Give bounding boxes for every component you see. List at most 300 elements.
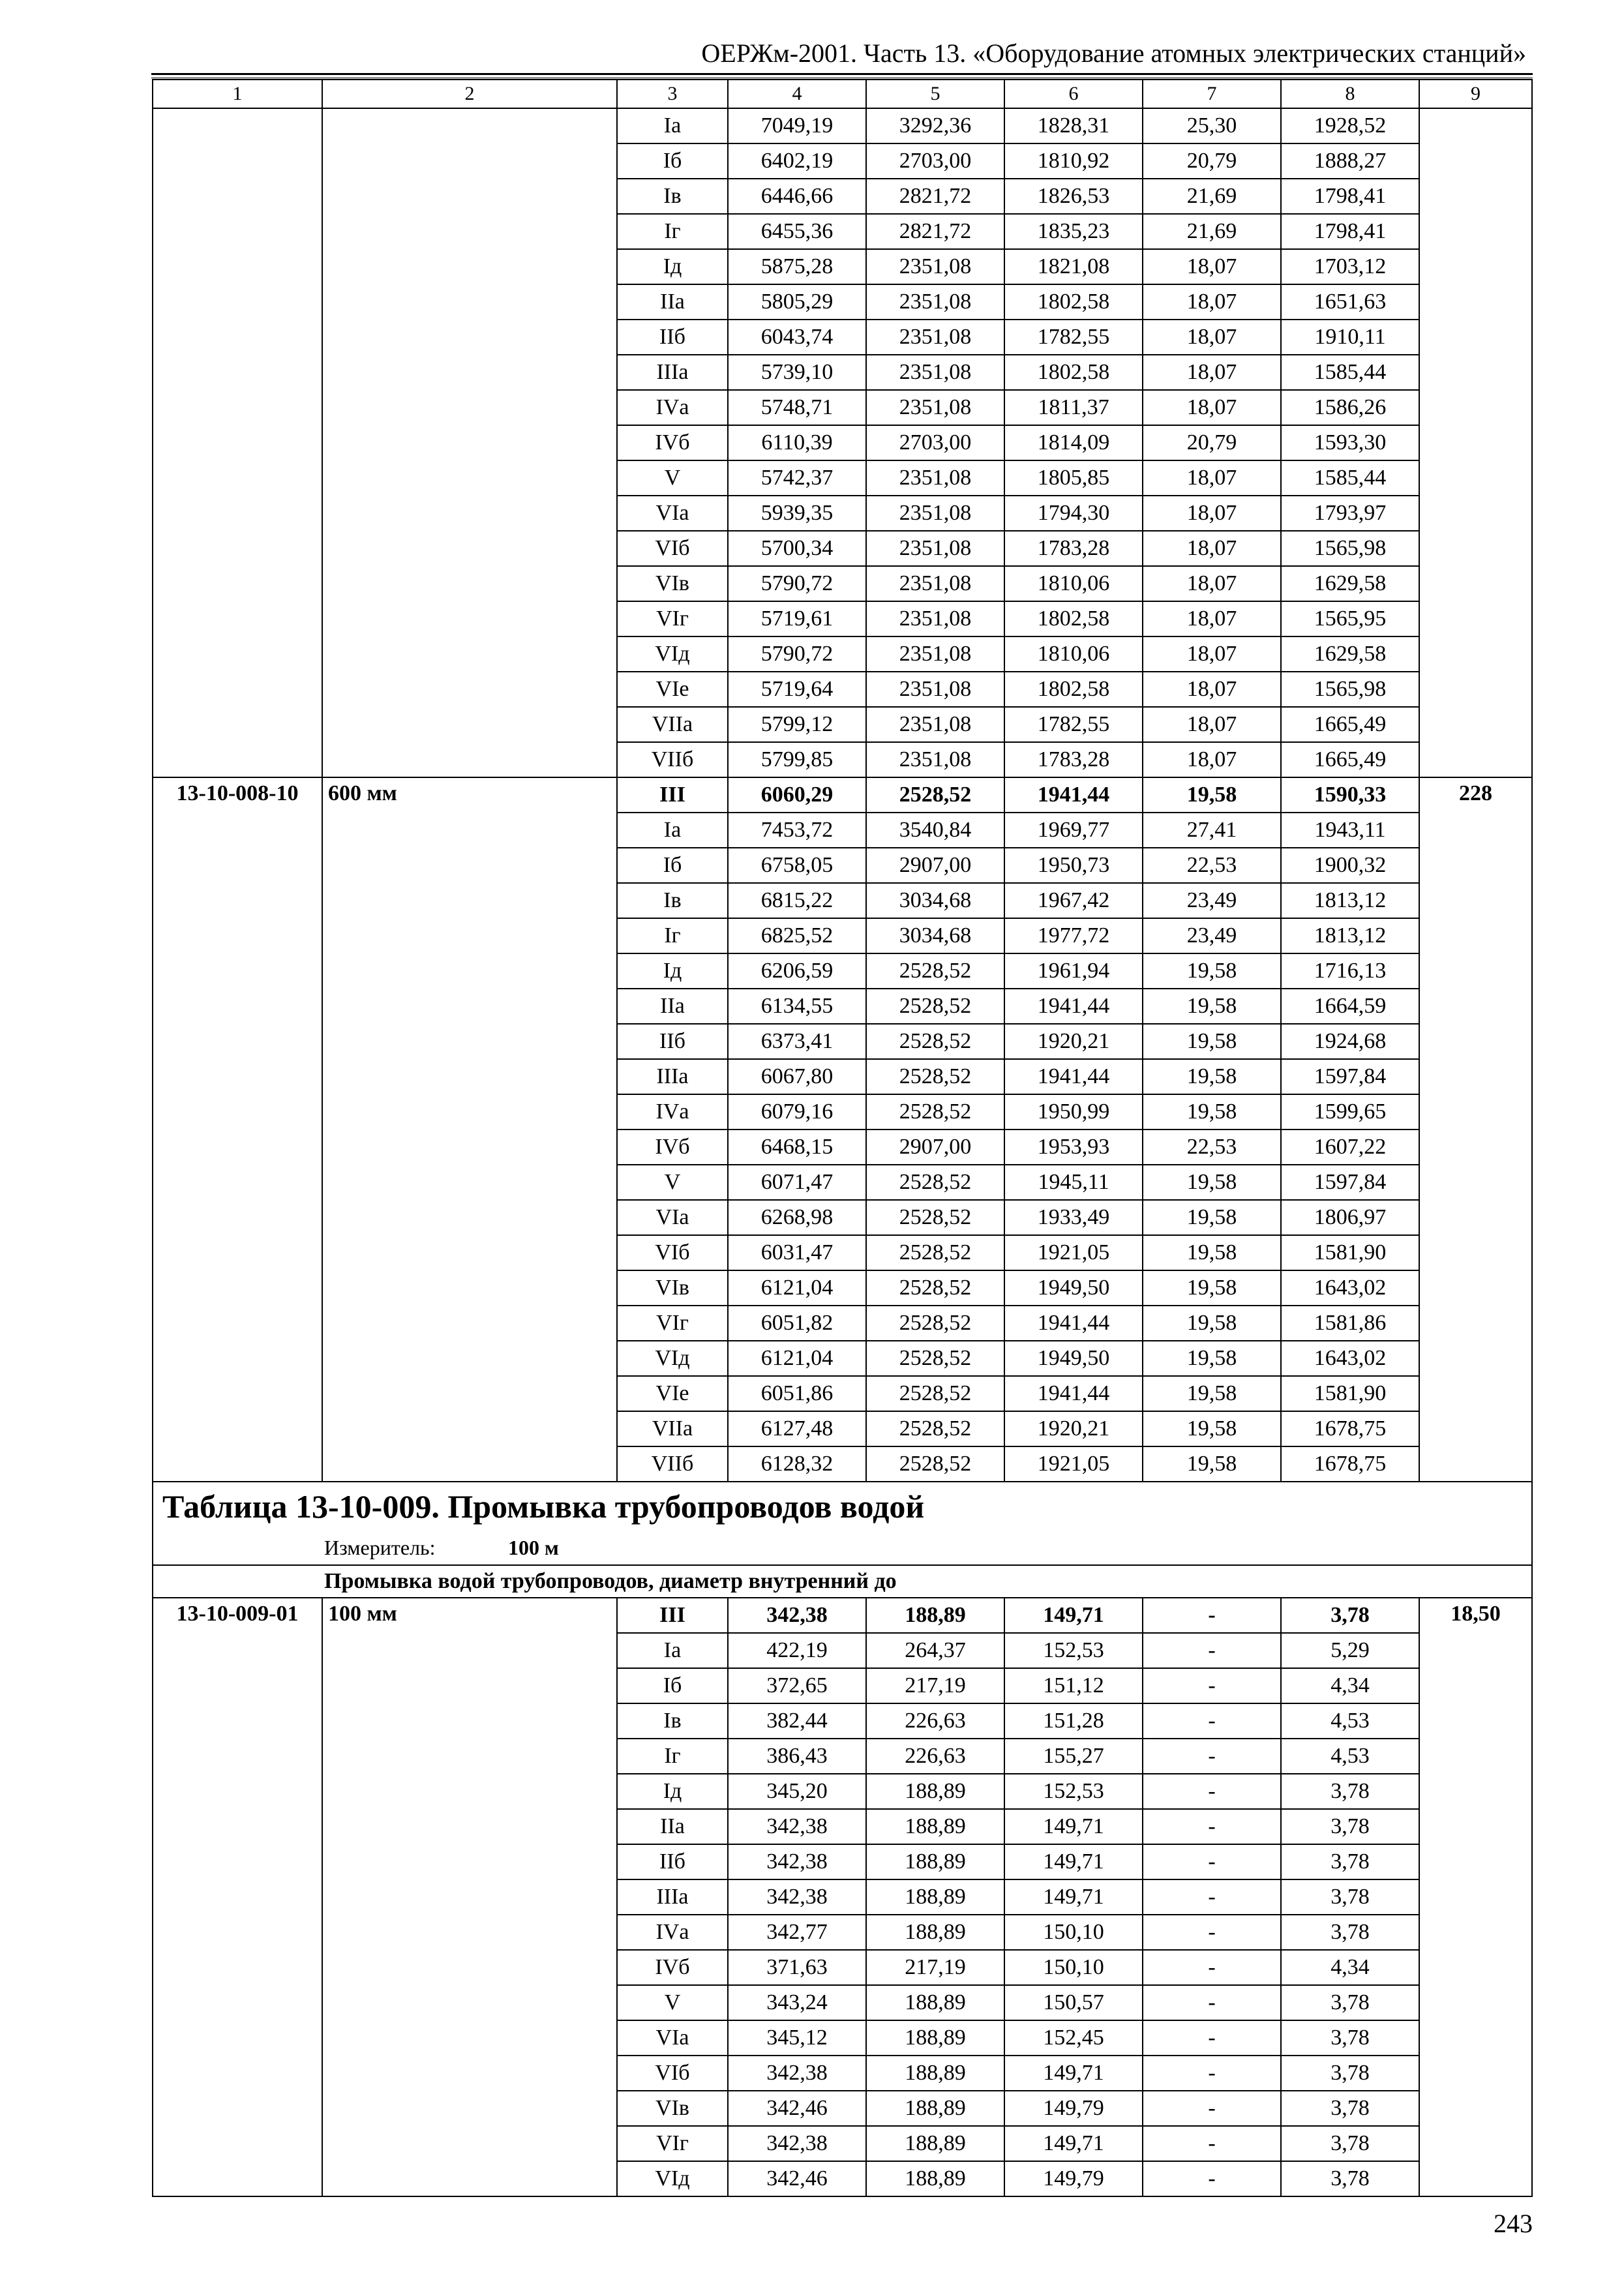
total-cost-cell: 5799,12 xyxy=(728,707,866,742)
machinist-wage-cell: 18,07 xyxy=(1143,355,1281,390)
machinist-wage-cell: 18,07 xyxy=(1143,566,1281,601)
materials-cell: 1678,75 xyxy=(1281,1446,1419,1482)
total-cost-cell: 5719,64 xyxy=(728,672,866,707)
machinist-wage-cell: 18,07 xyxy=(1143,707,1281,742)
materials-cell: 1716,13 xyxy=(1281,953,1419,989)
machines-cell: 1811,37 xyxy=(1004,390,1143,425)
total-cost-cell: 342,77 xyxy=(728,1915,866,1950)
machines-cell: 1802,58 xyxy=(1004,284,1143,320)
machinist-wage-cell: 19,58 xyxy=(1143,1411,1281,1446)
materials-cell: 3,78 xyxy=(1281,2056,1419,2091)
machinist-wage-cell: - xyxy=(1143,1598,1281,1633)
total-cost-cell: 6468,15 xyxy=(728,1130,866,1165)
materials-cell: 3,78 xyxy=(1281,2161,1419,2196)
machines-cell: 1941,44 xyxy=(1004,1376,1143,1411)
machinist-wage-cell: 19,58 xyxy=(1143,1059,1281,1094)
rate-code-cell: 13-10-008-10 xyxy=(153,777,322,1482)
materials-cell: 1664,59 xyxy=(1281,989,1419,1024)
zone-cell: Iв xyxy=(617,1703,728,1739)
total-cost-cell: 342,38 xyxy=(728,1809,866,1844)
machines-cell: 152,53 xyxy=(1004,1774,1143,1809)
total-cost-cell: 5742,37 xyxy=(728,460,866,496)
total-cost-cell: 6128,32 xyxy=(728,1446,866,1482)
rates-table-body xyxy=(153,80,1532,2196)
wage-cell: 3292,36 xyxy=(866,108,1004,143)
machines-cell: 1950,99 xyxy=(1004,1094,1143,1130)
total-cost-cell: 6134,55 xyxy=(728,989,866,1024)
wage-cell: 2351,08 xyxy=(866,320,1004,355)
total-cost-cell: 6051,86 xyxy=(728,1376,866,1411)
wage-cell: 2528,52 xyxy=(866,777,1004,813)
wage-cell: 2821,72 xyxy=(866,214,1004,249)
machinist-wage-cell: 19,58 xyxy=(1143,989,1281,1024)
machines-cell: 149,71 xyxy=(1004,1809,1143,1844)
meter-value: 100 м xyxy=(508,1536,559,1559)
machines-cell: 1933,49 xyxy=(1004,1200,1143,1235)
wage-cell: 2703,00 xyxy=(866,425,1004,460)
materials-cell: 1585,44 xyxy=(1281,460,1419,496)
wage-cell: 2351,08 xyxy=(866,531,1004,566)
materials-cell: 1581,90 xyxy=(1281,1235,1419,1270)
machines-cell: 1783,28 xyxy=(1004,531,1143,566)
machinist-wage-cell: 18,07 xyxy=(1143,742,1281,777)
materials-cell: 3,78 xyxy=(1281,1915,1419,1950)
materials-cell: 4,53 xyxy=(1281,1703,1419,1739)
machinist-wage-cell: - xyxy=(1143,1809,1281,1844)
machines-cell: 1920,21 xyxy=(1004,1411,1143,1446)
zone-cell: Iг xyxy=(617,1739,728,1774)
total-cost-cell: 6402,19 xyxy=(728,143,866,179)
total-cost-cell: 343,24 xyxy=(728,1985,866,2020)
materials-cell: 1607,22 xyxy=(1281,1130,1419,1165)
zone-cell: V xyxy=(617,1985,728,2020)
machines-cell: 1941,44 xyxy=(1004,777,1143,813)
machinist-wage-cell: 19,58 xyxy=(1143,777,1281,813)
zone-cell: Iб xyxy=(617,143,728,179)
materials-cell: 1813,12 xyxy=(1281,918,1419,953)
zone-cell: VIе xyxy=(617,1376,728,1411)
wage-cell: 2351,08 xyxy=(866,601,1004,636)
meter-row xyxy=(153,1531,1532,1565)
rate-name-cell: 100 мм xyxy=(322,1598,617,2196)
total-cost-cell: 6373,41 xyxy=(728,1024,866,1059)
total-cost-cell: 345,12 xyxy=(728,2020,866,2056)
zone-cell: IIб xyxy=(617,1844,728,1879)
wage-cell: 188,89 xyxy=(866,1774,1004,1809)
table-row xyxy=(153,1598,1532,1633)
machines-cell: 150,57 xyxy=(1004,1985,1143,2020)
total-cost-cell: 6110,39 xyxy=(728,425,866,460)
materials-cell: 1665,49 xyxy=(1281,742,1419,777)
zone-cell: Iа xyxy=(617,813,728,848)
wage-cell: 2528,52 xyxy=(866,1411,1004,1446)
wage-cell: 2528,52 xyxy=(866,1306,1004,1341)
materials-cell: 4,53 xyxy=(1281,1739,1419,1774)
machinist-wage-cell: 18,07 xyxy=(1143,531,1281,566)
zone-cell: IVб xyxy=(617,1950,728,1985)
total-cost-cell: 6121,04 xyxy=(728,1341,866,1376)
machines-cell: 1826,53 xyxy=(1004,179,1143,214)
wage-cell: 2351,08 xyxy=(866,496,1004,531)
materials-cell: 1565,98 xyxy=(1281,672,1419,707)
labor-cost-cell xyxy=(1419,108,1532,777)
machinist-wage-cell: 18,07 xyxy=(1143,249,1281,284)
section-heading-row xyxy=(153,1565,1532,1598)
total-cost-cell: 5739,10 xyxy=(728,355,866,390)
total-cost-cell: 371,63 xyxy=(728,1950,866,1985)
materials-cell: 3,78 xyxy=(1281,1809,1419,1844)
materials-cell: 1565,98 xyxy=(1281,531,1419,566)
materials-cell: 1798,41 xyxy=(1281,214,1419,249)
machines-cell: 1945,11 xyxy=(1004,1165,1143,1200)
section-heading: Промывка водой трубопроводов, диаметр внутренний до xyxy=(153,1565,1532,1598)
wage-cell: 226,63 xyxy=(866,1739,1004,1774)
zone-cell: VIд xyxy=(617,2161,728,2196)
column-number: 3 xyxy=(617,80,728,108)
rate-code-cell: 13-10-009-01 xyxy=(153,1598,322,2196)
machines-cell: 1794,30 xyxy=(1004,496,1143,531)
zone-cell: IIб xyxy=(617,320,728,355)
wage-cell: 188,89 xyxy=(866,1879,1004,1915)
machines-cell: 1967,42 xyxy=(1004,883,1143,918)
materials-cell: 1643,02 xyxy=(1281,1341,1419,1376)
zone-cell: VIа xyxy=(617,496,728,531)
machinist-wage-cell: 18,07 xyxy=(1143,496,1281,531)
zone-cell: VIIб xyxy=(617,1446,728,1482)
table-title-row xyxy=(153,1482,1532,1531)
zone-cell: VIб xyxy=(617,531,728,566)
machines-cell: 1969,77 xyxy=(1004,813,1143,848)
zone-cell: VIд xyxy=(617,1341,728,1376)
wage-cell: 2351,08 xyxy=(866,460,1004,496)
total-cost-cell: 342,38 xyxy=(728,2056,866,2091)
zone-cell: IVа xyxy=(617,1094,728,1130)
machines-cell: 1810,06 xyxy=(1004,566,1143,601)
total-cost-cell: 342,46 xyxy=(728,2161,866,2196)
machines-cell: 1814,09 xyxy=(1004,425,1143,460)
wage-cell: 2351,08 xyxy=(866,672,1004,707)
wage-cell: 3034,68 xyxy=(866,883,1004,918)
wage-cell: 2528,52 xyxy=(866,1165,1004,1200)
machines-cell: 1782,55 xyxy=(1004,707,1143,742)
zone-cell: VIIа xyxy=(617,1411,728,1446)
zone-cell: III xyxy=(617,1598,728,1633)
total-cost-cell: 6071,47 xyxy=(728,1165,866,1200)
zone-cell: III xyxy=(617,777,728,813)
materials-cell: 1678,75 xyxy=(1281,1411,1419,1446)
machinist-wage-cell: 19,58 xyxy=(1143,953,1281,989)
machines-cell: 149,79 xyxy=(1004,2091,1143,2126)
total-cost-cell: 6455,36 xyxy=(728,214,866,249)
machinist-wage-cell: 22,53 xyxy=(1143,848,1281,883)
zone-cell: IVб xyxy=(617,1130,728,1165)
materials-cell: 1900,32 xyxy=(1281,848,1419,883)
total-cost-cell: 5805,29 xyxy=(728,284,866,320)
materials-cell: 3,78 xyxy=(1281,1598,1419,1633)
total-cost-cell: 5700,34 xyxy=(728,531,866,566)
zone-cell: Iа xyxy=(617,108,728,143)
machinist-wage-cell: 18,07 xyxy=(1143,460,1281,496)
zone-cell: V xyxy=(617,460,728,496)
machines-cell: 1835,23 xyxy=(1004,214,1143,249)
machines-cell: 1802,58 xyxy=(1004,672,1143,707)
rates-table xyxy=(152,79,1533,2197)
labor-cost-cell: 18,50 xyxy=(1419,1598,1532,2196)
table-row xyxy=(153,777,1532,813)
column-number: 8 xyxy=(1281,80,1419,108)
wage-cell: 2351,08 xyxy=(866,390,1004,425)
wage-cell: 2528,52 xyxy=(866,989,1004,1024)
machinist-wage-cell: 18,07 xyxy=(1143,284,1281,320)
zone-cell: Iб xyxy=(617,1668,728,1703)
total-cost-cell: 6446,66 xyxy=(728,179,866,214)
machines-cell: 1953,93 xyxy=(1004,1130,1143,1165)
machines-cell: 1802,58 xyxy=(1004,355,1143,390)
total-cost-cell: 6079,16 xyxy=(728,1094,866,1130)
zone-cell: VIг xyxy=(617,1306,728,1341)
wage-cell: 264,37 xyxy=(866,1633,1004,1668)
machinist-wage-cell: 19,58 xyxy=(1143,1235,1281,1270)
wage-cell: 188,89 xyxy=(866,2020,1004,2056)
column-number: 2 xyxy=(322,80,617,108)
machines-cell: 1805,85 xyxy=(1004,460,1143,496)
machinist-wage-cell: 18,07 xyxy=(1143,672,1281,707)
materials-cell: 1928,52 xyxy=(1281,108,1419,143)
machines-cell: 1810,92 xyxy=(1004,143,1143,179)
materials-cell: 1593,30 xyxy=(1281,425,1419,460)
wage-cell: 2528,52 xyxy=(866,1235,1004,1270)
zone-cell: IIа xyxy=(617,1809,728,1844)
wage-cell: 2528,52 xyxy=(866,1024,1004,1059)
machinist-wage-cell: 18,07 xyxy=(1143,601,1281,636)
total-cost-cell: 5719,61 xyxy=(728,601,866,636)
column-number: 9 xyxy=(1419,80,1532,108)
total-cost-cell: 6815,22 xyxy=(728,883,866,918)
zone-cell: IVа xyxy=(617,1915,728,1950)
wage-cell: 2528,52 xyxy=(866,1094,1004,1130)
wage-cell: 2351,08 xyxy=(866,249,1004,284)
materials-cell: 3,78 xyxy=(1281,1844,1419,1879)
labor-cost-cell: 228 xyxy=(1419,777,1532,1482)
column-number: 5 xyxy=(866,80,1004,108)
materials-cell: 1599,65 xyxy=(1281,1094,1419,1130)
machines-cell: 155,27 xyxy=(1004,1739,1143,1774)
column-number: 6 xyxy=(1004,80,1143,108)
machinist-wage-cell: - xyxy=(1143,2161,1281,2196)
total-cost-cell: 422,19 xyxy=(728,1633,866,1668)
zone-cell: Iв xyxy=(617,179,728,214)
total-cost-cell: 6060,29 xyxy=(728,777,866,813)
zone-cell: VIг xyxy=(617,601,728,636)
machines-cell: 152,53 xyxy=(1004,1633,1143,1668)
machinist-wage-cell: - xyxy=(1143,1915,1281,1950)
machines-cell: 1821,08 xyxy=(1004,249,1143,284)
wage-cell: 188,89 xyxy=(866,1598,1004,1633)
zone-cell: VIв xyxy=(617,566,728,601)
machinist-wage-cell: 19,58 xyxy=(1143,1094,1281,1130)
materials-cell: 1565,95 xyxy=(1281,601,1419,636)
materials-cell: 1924,68 xyxy=(1281,1024,1419,1059)
zone-cell: Iв xyxy=(617,883,728,918)
zone-cell: IIб xyxy=(617,1024,728,1059)
total-cost-cell: 382,44 xyxy=(728,1703,866,1739)
total-cost-cell: 5790,72 xyxy=(728,566,866,601)
machines-cell: 1961,94 xyxy=(1004,953,1143,989)
table-title: Таблица 13-10-009. Промывка трубопроводов водой xyxy=(153,1482,1532,1531)
machines-cell: 149,71 xyxy=(1004,1598,1143,1633)
materials-cell: 1586,26 xyxy=(1281,390,1419,425)
materials-cell: 1629,58 xyxy=(1281,566,1419,601)
total-cost-cell: 342,46 xyxy=(728,2091,866,2126)
materials-cell: 1629,58 xyxy=(1281,636,1419,672)
running-title: ОЕРЖм-2001. Часть 13. «Оборудование атомных электрических станций» xyxy=(701,38,1526,68)
machinist-wage-cell: 19,58 xyxy=(1143,1446,1281,1482)
machinist-wage-cell: - xyxy=(1143,1774,1281,1809)
wage-cell: 217,19 xyxy=(866,1950,1004,1985)
machines-cell: 149,71 xyxy=(1004,2126,1143,2161)
machines-cell: 1802,58 xyxy=(1004,601,1143,636)
materials-cell: 3,78 xyxy=(1281,2126,1419,2161)
zone-cell: Iа xyxy=(617,1633,728,1668)
machinist-wage-cell: - xyxy=(1143,1668,1281,1703)
wage-cell: 3034,68 xyxy=(866,918,1004,953)
wage-cell: 188,89 xyxy=(866,1809,1004,1844)
wage-cell: 2528,52 xyxy=(866,953,1004,989)
materials-cell: 1585,44 xyxy=(1281,355,1419,390)
wage-cell: 2528,52 xyxy=(866,1200,1004,1235)
wage-cell: 188,89 xyxy=(866,1844,1004,1879)
materials-cell: 5,29 xyxy=(1281,1633,1419,1668)
total-cost-cell: 5748,71 xyxy=(728,390,866,425)
zone-cell: VIIб xyxy=(617,742,728,777)
zone-cell: VIе xyxy=(617,672,728,707)
machines-cell: 1941,44 xyxy=(1004,1059,1143,1094)
machinist-wage-cell: - xyxy=(1143,1950,1281,1985)
materials-cell: 3,78 xyxy=(1281,1985,1419,2020)
wage-cell: 188,89 xyxy=(866,2091,1004,2126)
machinist-wage-cell: - xyxy=(1143,1879,1281,1915)
wage-cell: 188,89 xyxy=(866,1985,1004,2020)
zone-cell: VIг xyxy=(617,2126,728,2161)
wage-cell: 2703,00 xyxy=(866,143,1004,179)
machinist-wage-cell: - xyxy=(1143,1703,1281,1739)
zone-cell: IVб xyxy=(617,425,728,460)
machinist-wage-cell: 19,58 xyxy=(1143,1024,1281,1059)
materials-cell: 3,78 xyxy=(1281,1879,1419,1915)
total-cost-cell: 7453,72 xyxy=(728,813,866,848)
wage-cell: 188,89 xyxy=(866,1915,1004,1950)
machinist-wage-cell: 18,07 xyxy=(1143,390,1281,425)
materials-cell: 1813,12 xyxy=(1281,883,1419,918)
machines-cell: 151,12 xyxy=(1004,1668,1143,1703)
machines-cell: 1920,21 xyxy=(1004,1024,1143,1059)
column-number: 4 xyxy=(728,80,866,108)
wage-cell: 188,89 xyxy=(866,2126,1004,2161)
total-cost-cell: 6825,52 xyxy=(728,918,866,953)
page-number: 243 xyxy=(1494,2209,1533,2238)
machinist-wage-cell: - xyxy=(1143,2126,1281,2161)
zone-cell: VIв xyxy=(617,1270,728,1306)
machinist-wage-cell: - xyxy=(1143,2056,1281,2091)
machinist-wage-cell: - xyxy=(1143,1739,1281,1774)
zone-cell: VIа xyxy=(617,1200,728,1235)
total-cost-cell: 342,38 xyxy=(728,1598,866,1633)
machinist-wage-cell: 21,69 xyxy=(1143,179,1281,214)
machinist-wage-cell: 19,58 xyxy=(1143,1341,1281,1376)
column-number: 7 xyxy=(1143,80,1281,108)
total-cost-cell: 372,65 xyxy=(728,1668,866,1703)
machinist-wage-cell: 19,58 xyxy=(1143,1306,1281,1341)
total-cost-cell: 6051,82 xyxy=(728,1306,866,1341)
machines-cell: 149,71 xyxy=(1004,1844,1143,1879)
zone-cell: IIа xyxy=(617,989,728,1024)
wage-cell: 188,89 xyxy=(866,2056,1004,2091)
zone-cell: IIа xyxy=(617,284,728,320)
machinist-wage-cell: 20,79 xyxy=(1143,425,1281,460)
machines-cell: 149,71 xyxy=(1004,1879,1143,1915)
zone-cell: IVа xyxy=(617,390,728,425)
materials-cell: 1793,97 xyxy=(1281,496,1419,531)
total-cost-cell: 6206,59 xyxy=(728,953,866,989)
total-cost-cell: 6043,74 xyxy=(728,320,866,355)
total-cost-cell: 6031,47 xyxy=(728,1235,866,1270)
materials-cell: 1581,86 xyxy=(1281,1306,1419,1341)
wage-cell: 2528,52 xyxy=(866,1341,1004,1376)
machinist-wage-cell: 23,49 xyxy=(1143,883,1281,918)
wage-cell: 2528,52 xyxy=(866,1446,1004,1482)
materials-cell: 3,78 xyxy=(1281,2020,1419,2056)
zone-cell: IIIа xyxy=(617,1059,728,1094)
machinist-wage-cell: 19,58 xyxy=(1143,1165,1281,1200)
wage-cell: 2528,52 xyxy=(866,1270,1004,1306)
total-cost-cell: 7049,19 xyxy=(728,108,866,143)
materials-cell: 4,34 xyxy=(1281,1668,1419,1703)
machines-cell: 149,79 xyxy=(1004,2161,1143,2196)
wage-cell: 2351,08 xyxy=(866,636,1004,672)
zone-cell: Iд xyxy=(617,249,728,284)
materials-cell: 1643,02 xyxy=(1281,1270,1419,1306)
machinist-wage-cell: 18,07 xyxy=(1143,320,1281,355)
wage-cell: 2907,00 xyxy=(866,1130,1004,1165)
header-rule xyxy=(151,73,1533,75)
materials-cell: 1798,41 xyxy=(1281,179,1419,214)
total-cost-cell: 6121,04 xyxy=(728,1270,866,1306)
materials-cell: 1665,49 xyxy=(1281,707,1419,742)
wage-cell: 2351,08 xyxy=(866,742,1004,777)
machines-cell: 150,10 xyxy=(1004,1950,1143,1985)
meter-label: Измеритель: xyxy=(324,1536,436,1559)
zone-cell: Iг xyxy=(617,918,728,953)
total-cost-cell: 5799,85 xyxy=(728,742,866,777)
wage-cell: 226,63 xyxy=(866,1703,1004,1739)
materials-cell: 1597,84 xyxy=(1281,1059,1419,1094)
total-cost-cell: 5790,72 xyxy=(728,636,866,672)
total-cost-cell: 5939,35 xyxy=(728,496,866,531)
zone-cell: VIд xyxy=(617,636,728,672)
zone-cell: VIб xyxy=(617,2056,728,2091)
total-cost-cell: 386,43 xyxy=(728,1739,866,1774)
zone-cell: IIIа xyxy=(617,355,728,390)
total-cost-cell: 342,38 xyxy=(728,1879,866,1915)
wage-cell: 2351,08 xyxy=(866,284,1004,320)
wage-cell: 188,89 xyxy=(866,2161,1004,2196)
machinist-wage-cell: 22,53 xyxy=(1143,1130,1281,1165)
machinist-wage-cell: - xyxy=(1143,1844,1281,1879)
total-cost-cell: 345,20 xyxy=(728,1774,866,1809)
wage-cell: 2528,52 xyxy=(866,1376,1004,1411)
wage-cell: 2351,08 xyxy=(866,566,1004,601)
machines-cell: 1828,31 xyxy=(1004,108,1143,143)
